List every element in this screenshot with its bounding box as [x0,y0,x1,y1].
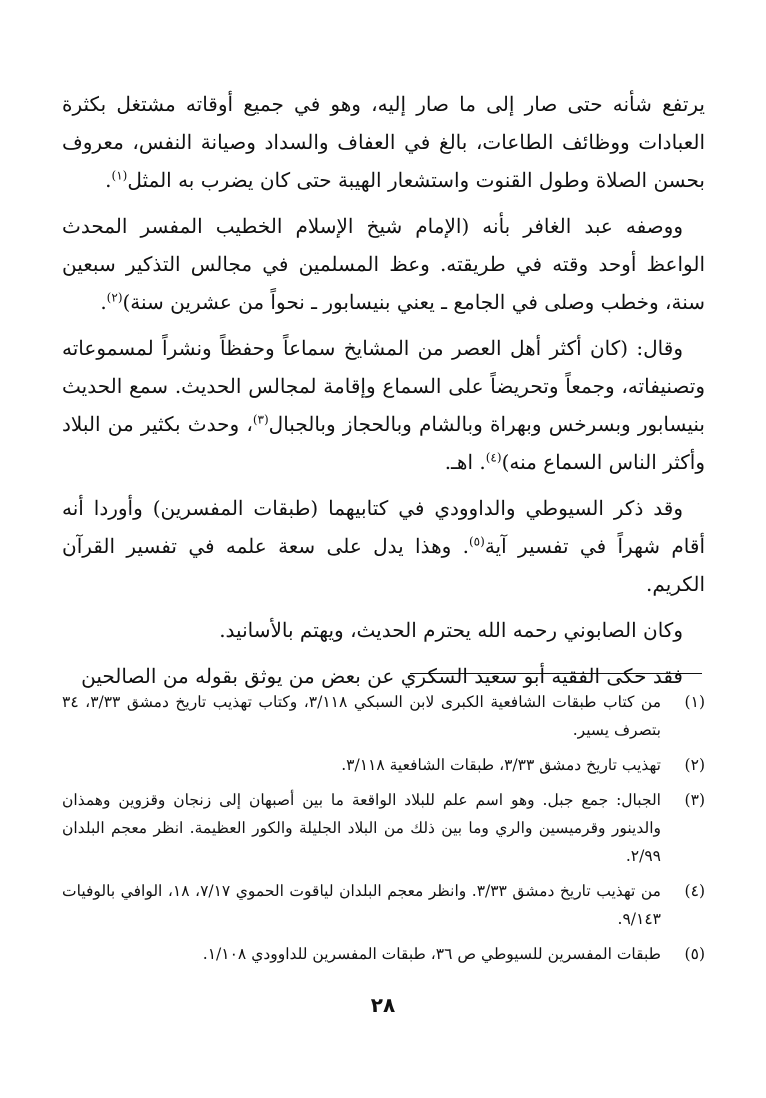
paragraph-4: وقد ذكر السيوطي والداوودي في كتابيهما (طبقات المفسرين) وأوردا أنه أقام شهراً في تفسير آية$^{(٥)}$. وهذا يدل على سعة علمه في تفسير القرآن الكريم. [62,496,705,596]
footnote-ref-4: (٤) [485,450,502,465]
footnote-2 [62,751,705,779]
footnote-3 [62,786,705,870]
footnote-text: من تهذيب تاريخ دمشق ٣/٣٣. وانظر معجم البلدان لياقوت الحموي ٧/١٧، ١٨، الوافي بالوفيات ٩/١٤٣. [62,882,661,928]
paragraph-2: ووصفه عبد الغافر بأنه (الإمام شيخ الإسلام الخطيب المفسر المحدث الواعظ أوحد وقته في طريقته. وعظ المسلمين في مجالس التذكير سبعين سنة، وخطب وصلى في الجامع ـ يعني بنيسابور ـ نحواً من عشرين سنة)$^{(٢)}$. [62,214,705,314]
footnote-text: طبقات المفسرين للسيوطي ص ٣٦، طبقات المفسرين للداوودي ١/١٠٨. [202,945,661,963]
footnote-ref-1: (١) [111,168,128,183]
footnote-text: من كتاب طبقات الشافعية الكبرى لابن السبكي ٣/١١٨، وكتاب تهذيب تاريخ دمشق ٣/٣٣، ٣٤ بتصرف يسير. [62,693,661,739]
footnote-5 [62,940,705,968]
paragraph-1: يرتفع شأنه حتى صار إلى ما صار إليه، وهو في جميع أوقاته مشتغل بكثرة العبادات ووظائف الطاعات، بالغ في العفاف والسداد وصيانة النفس، معروف بحسن الصلاة وطول القنوت واستشعار الهيبة حتى كان يضرب به المثل$^{(١)}$. [62,92,706,192]
footnote-number: (٤) [684,882,705,900]
footnote-ref-3: (٣) [252,412,269,427]
footnote-number: (١) [684,693,705,711]
footnote-4 [62,877,705,933]
footnote-text: الجبال: جمع جبل. وهو اسم علم للبلاد الواقعة ما بين أصبهان إلى زنجان وقزوين وهمذان والدينور وقرميسين والري وما بين ذلك من البلاد الجليلة والكور العظيمة. انظر معجم البلدان ٢/٩٩. [62,791,661,865]
footnote-number: (٢) [684,756,705,774]
footnote-separator [410,673,702,674]
footnotes [62,688,705,975]
footnote-number: (٣) [684,791,705,809]
paragraph-3: وقال: (كان أكثر أهل العصر من المشايخ سماعاً وحفظاً ونشراً لمسموعاته وتصنيفاته، وجمعاً وتحريضاً على السماع وإقامة لمجالس الحديث. سمع الحديث بنيسابور وبسرخس وبهراة وبالشام وبالحجاز وبالجبال$^{(٣)}$، وحدث بكثير من البلاد وأكثر الناس السماع منه)$^{(٤)}$. اهـ. [62,336,705,474]
footnote-text: تهذيب تاريخ دمشق ٣/٣٣، طبقات الشافعية ٣/١١٨. [341,756,661,774]
footnote-number: (٥) [684,945,705,963]
footnote-ref-2: (٢) [106,290,123,305]
footnote-1 [62,688,705,744]
paragraph-6: فقد حكى الفقيه أبو سعيد السكري عن بعض من يوثق بقوله من الصالحين [81,664,683,688]
paragraph-5: وكان الصابوني رحمه الله يحترم الحديث، ويهتم بالأسانيد. [219,618,683,642]
page-number: ٢٨ [370,993,396,1017]
footnote-ref-5: (٥) [468,534,485,549]
main-text [62,85,705,703]
